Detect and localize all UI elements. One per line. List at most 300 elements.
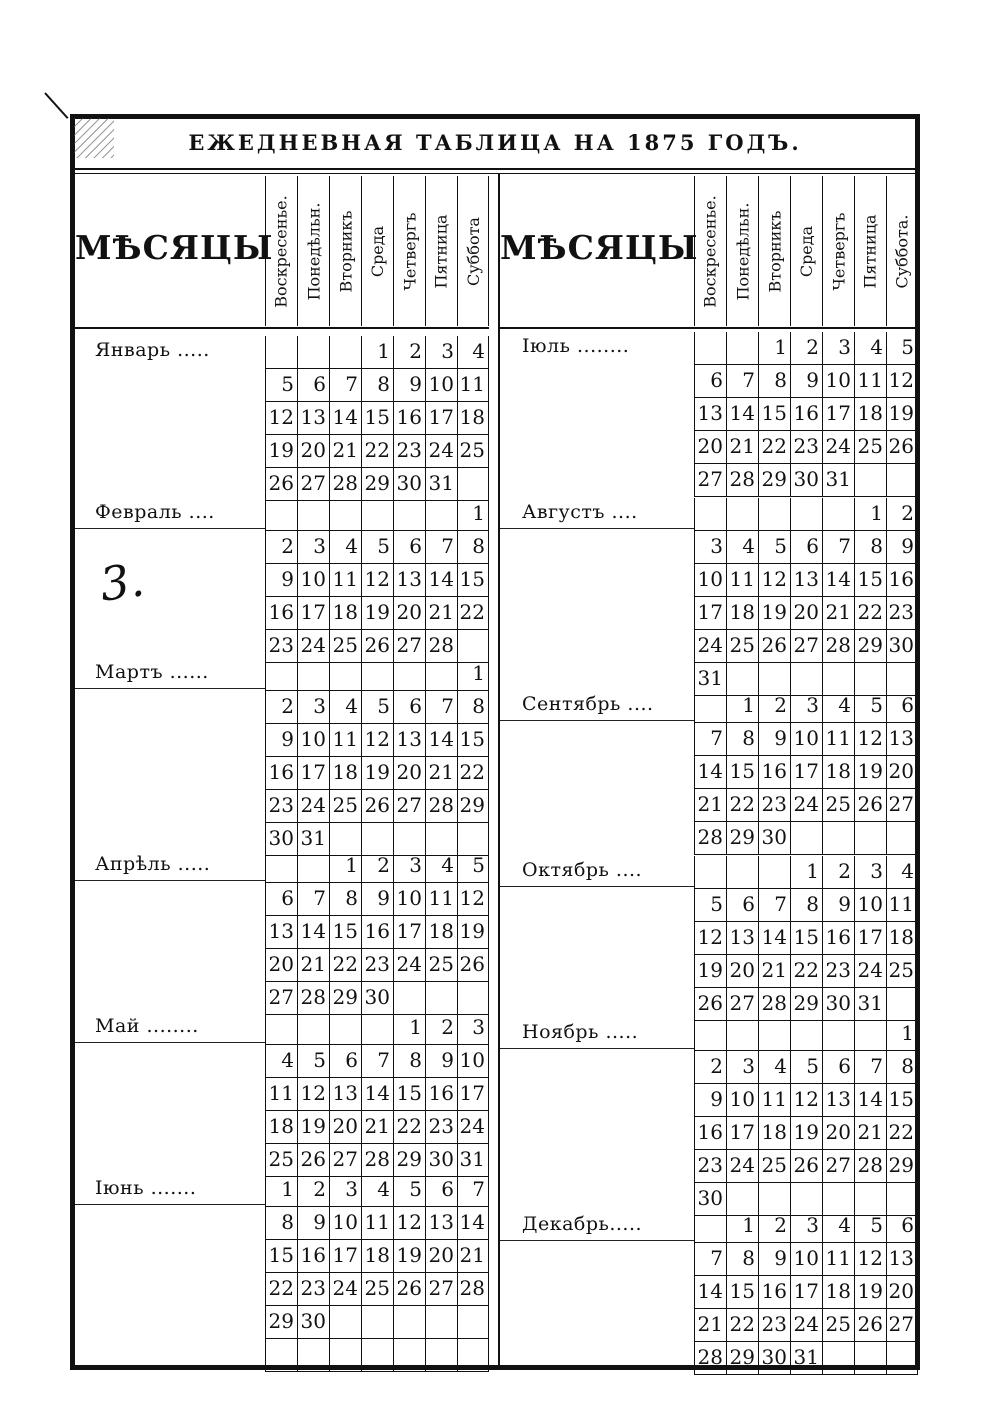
- day-cell: 17: [854, 922, 886, 955]
- day-cell: 11: [329, 724, 361, 757]
- week-row: [265, 949, 489, 982]
- day-cell: 9: [265, 564, 297, 597]
- weekday-label: Воскресенье.: [272, 194, 292, 308]
- day-cell: 16: [265, 757, 297, 790]
- day-cell: 13: [886, 723, 918, 756]
- day-cell: 28: [822, 630, 854, 663]
- day-cell: 4: [822, 690, 854, 723]
- day-cell: 13: [425, 1207, 457, 1240]
- day-cell: 15: [329, 916, 361, 949]
- day-cell: [790, 822, 822, 855]
- day-cell: 12: [457, 883, 489, 916]
- day-cell: 16: [393, 402, 425, 435]
- week-row: [694, 1018, 918, 1051]
- day-cell: 18: [425, 916, 457, 949]
- day-cell: 19: [886, 398, 918, 431]
- day-cell: 27: [297, 468, 329, 501]
- day-cell: 3: [457, 1012, 489, 1045]
- day-cell: 29: [457, 790, 489, 823]
- week-row: [694, 690, 918, 723]
- month-name: Августъ ....: [522, 501, 638, 523]
- day-cell: 7: [694, 723, 726, 756]
- week-row: [694, 756, 918, 789]
- day-cell: 14: [726, 398, 758, 431]
- day-cell: 23: [361, 949, 393, 982]
- day-cell: 29: [886, 1150, 918, 1183]
- day-cell: 11: [361, 1207, 393, 1240]
- day-cell: 21: [425, 757, 457, 790]
- day-cell: 2: [758, 1210, 790, 1243]
- day-cell: 8: [361, 369, 393, 402]
- day-cell: 14: [758, 922, 790, 955]
- day-cell: 19: [694, 955, 726, 988]
- day-cell: 12: [265, 402, 297, 435]
- day-cell: 3: [854, 856, 886, 889]
- day-cell: 24: [790, 789, 822, 822]
- day-cell: 29: [726, 822, 758, 855]
- day-cell: 27: [329, 1144, 361, 1177]
- day-cell: 31: [297, 823, 329, 856]
- day-cell: [297, 1339, 329, 1372]
- day-cell: 24: [297, 790, 329, 823]
- day-cell: 6: [297, 369, 329, 402]
- week-row: [265, 1240, 489, 1273]
- day-cell: 19: [393, 1240, 425, 1273]
- day-cell: 20: [694, 431, 726, 464]
- day-cell: 25: [329, 630, 361, 663]
- day-cell: 4: [854, 332, 886, 365]
- day-cell: 20: [886, 1276, 918, 1309]
- day-cell: 25: [886, 955, 918, 988]
- day-cell: 20: [265, 949, 297, 982]
- day-cell: 1: [726, 1210, 758, 1243]
- week-row: [265, 468, 489, 501]
- day-cell: 18: [758, 1117, 790, 1150]
- day-cell: 23: [265, 630, 297, 663]
- day-cell: [425, 658, 457, 691]
- day-cell: 11: [886, 889, 918, 922]
- day-cell: 15: [393, 1078, 425, 1111]
- day-cell: [457, 468, 489, 501]
- day-cell: 23: [297, 1273, 329, 1306]
- day-cell: 15: [265, 1240, 297, 1273]
- day-cell: 30: [758, 1342, 790, 1375]
- week-row: [694, 531, 918, 564]
- day-cell: 24: [297, 630, 329, 663]
- day-cell: 13: [822, 1084, 854, 1117]
- day-cell: 8: [457, 691, 489, 724]
- day-cell: 24: [854, 955, 886, 988]
- day-cell: 2: [886, 498, 918, 531]
- weekday-label: Вторникъ: [765, 210, 784, 292]
- week-row: [265, 597, 489, 630]
- left-weekday-header: [393, 176, 425, 326]
- day-cell: 12: [854, 1243, 886, 1276]
- day-cell: [822, 498, 854, 531]
- month-separator: [500, 1048, 694, 1049]
- day-cell: [265, 1339, 297, 1372]
- day-cell: 1: [726, 690, 758, 723]
- month-name: Іюль ........: [522, 335, 630, 357]
- day-cell: 23: [758, 789, 790, 822]
- day-cell: 26: [297, 1144, 329, 1177]
- right-weekday-header: [822, 176, 854, 326]
- day-cell: 11: [265, 1078, 297, 1111]
- day-cell: 12: [758, 564, 790, 597]
- day-cell: 29: [361, 468, 393, 501]
- day-cell: 7: [694, 1243, 726, 1276]
- day-cell: 5: [361, 691, 393, 724]
- day-cell: 21: [854, 1117, 886, 1150]
- day-cell: 7: [726, 365, 758, 398]
- day-cell: 18: [457, 402, 489, 435]
- week-row: [694, 955, 918, 988]
- day-cell: 2: [790, 332, 822, 365]
- week-row: [265, 498, 489, 531]
- week-row: [694, 597, 918, 630]
- day-cell: 10: [694, 564, 726, 597]
- day-cell: 3: [694, 531, 726, 564]
- column-divider: [498, 174, 500, 1365]
- day-cell: 6: [822, 1051, 854, 1084]
- day-cell: 10: [297, 564, 329, 597]
- day-cell: 9: [790, 365, 822, 398]
- day-cell: 26: [886, 431, 918, 464]
- day-cell: 5: [393, 1174, 425, 1207]
- day-cell: 18: [854, 398, 886, 431]
- day-cell: 16: [297, 1240, 329, 1273]
- day-cell: 10: [790, 723, 822, 756]
- right-weekday-header: [790, 176, 822, 326]
- day-cell: 20: [886, 756, 918, 789]
- week-row: [694, 1243, 918, 1276]
- day-cell: 18: [329, 757, 361, 790]
- day-cell: 17: [790, 1276, 822, 1309]
- month-separator: [500, 886, 694, 887]
- week-row: [265, 658, 489, 691]
- day-cell: 5: [361, 531, 393, 564]
- left-months-header: МѢСЯЦЫ: [75, 228, 274, 267]
- day-cell: 22: [790, 955, 822, 988]
- week-row: [265, 1078, 489, 1111]
- day-cell: [297, 1012, 329, 1045]
- week-row: [265, 691, 489, 724]
- day-cell: 7: [854, 1051, 886, 1084]
- day-cell: 6: [726, 889, 758, 922]
- day-cell: 2: [393, 336, 425, 369]
- day-cell: 4: [726, 531, 758, 564]
- day-cell: 11: [329, 564, 361, 597]
- day-cell: [726, 1018, 758, 1051]
- day-cell: 1: [361, 336, 393, 369]
- day-cell: 6: [886, 1210, 918, 1243]
- right-weekday-header: [854, 176, 886, 326]
- day-cell: 11: [758, 1084, 790, 1117]
- day-cell: [393, 498, 425, 531]
- day-cell: [393, 658, 425, 691]
- day-cell: 20: [297, 435, 329, 468]
- day-cell: 20: [329, 1111, 361, 1144]
- day-cell: 29: [329, 982, 361, 1015]
- day-cell: 19: [265, 435, 297, 468]
- day-cell: [329, 498, 361, 531]
- day-cell: 15: [726, 756, 758, 789]
- day-cell: 24: [329, 1273, 361, 1306]
- day-cell: 15: [726, 1276, 758, 1309]
- day-cell: 17: [790, 756, 822, 789]
- day-cell: 31: [457, 1144, 489, 1177]
- day-cell: 21: [726, 431, 758, 464]
- day-cell: [297, 850, 329, 883]
- day-cell: [790, 1018, 822, 1051]
- day-cell: 30: [425, 1144, 457, 1177]
- day-cell: 8: [854, 531, 886, 564]
- day-cell: 11: [726, 564, 758, 597]
- week-row: [265, 564, 489, 597]
- day-cell: 30: [297, 1306, 329, 1339]
- day-cell: 25: [726, 630, 758, 663]
- day-cell: 10: [726, 1084, 758, 1117]
- day-cell: [694, 498, 726, 531]
- week-row: [694, 1309, 918, 1342]
- day-cell: 3: [726, 1051, 758, 1084]
- day-cell: 25: [361, 1273, 393, 1306]
- day-cell: 27: [694, 464, 726, 497]
- day-cell: 24: [694, 630, 726, 663]
- month-name: Май ........: [95, 1015, 199, 1037]
- left-weekday-header: [265, 176, 297, 326]
- day-cell: [758, 1018, 790, 1051]
- week-row: [265, 1144, 489, 1177]
- day-cell: 24: [726, 1150, 758, 1183]
- day-cell: 2: [425, 1012, 457, 1045]
- day-cell: 26: [854, 789, 886, 822]
- day-cell: 28: [425, 790, 457, 823]
- day-cell: 16: [886, 564, 918, 597]
- day-cell: 27: [393, 790, 425, 823]
- day-cell: [297, 498, 329, 531]
- week-row: [694, 1276, 918, 1309]
- day-cell: 27: [790, 630, 822, 663]
- month-name: Декабрь.....: [522, 1213, 643, 1235]
- day-cell: 9: [758, 1243, 790, 1276]
- day-cell: 1: [854, 498, 886, 531]
- weekday-label: Пятница: [861, 213, 880, 289]
- day-cell: 27: [822, 1150, 854, 1183]
- day-cell: 15: [457, 724, 489, 757]
- day-cell: 3: [297, 691, 329, 724]
- day-cell: 17: [297, 597, 329, 630]
- day-cell: 8: [758, 365, 790, 398]
- day-cell: 4: [329, 691, 361, 724]
- week-row: [265, 1207, 489, 1240]
- month-separator: [75, 528, 265, 529]
- month-name: Февраль ....: [95, 501, 215, 523]
- day-cell: 30: [886, 630, 918, 663]
- day-cell: 8: [265, 1207, 297, 1240]
- day-cell: [265, 498, 297, 531]
- day-cell: 19: [790, 1117, 822, 1150]
- day-cell: 30: [265, 823, 297, 856]
- day-cell: 13: [329, 1078, 361, 1111]
- month-name: Іюнь .......: [95, 1177, 197, 1199]
- day-cell: 9: [393, 369, 425, 402]
- day-cell: 13: [790, 564, 822, 597]
- day-cell: 17: [393, 916, 425, 949]
- weekday-label: Понедѣльн.: [304, 202, 323, 300]
- week-row: [694, 789, 918, 822]
- day-cell: 2: [694, 1051, 726, 1084]
- day-cell: 26: [393, 1273, 425, 1306]
- day-cell: 27: [265, 982, 297, 1015]
- day-cell: [297, 658, 329, 691]
- week-row: [265, 531, 489, 564]
- week-row: [265, 1174, 489, 1207]
- day-cell: 9: [886, 531, 918, 564]
- day-cell: 28: [758, 988, 790, 1021]
- weekday-label: Вторникъ: [336, 210, 355, 292]
- day-cell: 7: [361, 1045, 393, 1078]
- day-cell: 26: [758, 630, 790, 663]
- day-cell: [425, 1306, 457, 1339]
- left-weekday-header: [297, 176, 329, 326]
- weekday-label: Понедѣльн.: [733, 202, 752, 300]
- day-cell: 8: [457, 531, 489, 564]
- corner-mark: [44, 92, 68, 119]
- day-cell: 13: [886, 1243, 918, 1276]
- day-cell: 15: [790, 922, 822, 955]
- day-cell: 31: [425, 468, 457, 501]
- day-cell: 23: [822, 955, 854, 988]
- day-cell: 11: [425, 883, 457, 916]
- day-cell: 22: [886, 1117, 918, 1150]
- day-cell: 28: [694, 822, 726, 855]
- day-cell: 4: [758, 1051, 790, 1084]
- weekday-label: Четвергъ: [829, 212, 848, 290]
- day-cell: [726, 856, 758, 889]
- month-separator: [500, 720, 694, 721]
- day-cell: [297, 336, 329, 369]
- day-cell: 30: [361, 982, 393, 1015]
- day-cell: 25: [265, 1144, 297, 1177]
- week-row: [694, 398, 918, 431]
- day-cell: 14: [425, 724, 457, 757]
- day-cell: 22: [457, 597, 489, 630]
- day-cell: 25: [329, 790, 361, 823]
- day-cell: [329, 1012, 361, 1045]
- day-cell: 17: [694, 597, 726, 630]
- day-cell: 19: [361, 757, 393, 790]
- day-cell: 10: [822, 365, 854, 398]
- day-cell: 17: [425, 402, 457, 435]
- day-cell: 1: [265, 1174, 297, 1207]
- day-cell: 9: [425, 1045, 457, 1078]
- month-name: Мартъ ......: [95, 661, 209, 683]
- day-cell: 16: [361, 916, 393, 949]
- title-rule-thin: [75, 173, 915, 174]
- day-cell: 11: [457, 369, 489, 402]
- day-cell: 9: [694, 1084, 726, 1117]
- day-cell: 8: [393, 1045, 425, 1078]
- day-cell: 12: [854, 723, 886, 756]
- day-cell: 26: [361, 630, 393, 663]
- day-cell: 2: [265, 531, 297, 564]
- day-cell: [854, 1018, 886, 1051]
- day-cell: 9: [758, 723, 790, 756]
- day-cell: [457, 1306, 489, 1339]
- day-cell: 22: [758, 431, 790, 464]
- day-cell: 22: [726, 789, 758, 822]
- left-weekday-header: [361, 176, 393, 326]
- day-cell: [361, 658, 393, 691]
- week-row: [694, 1084, 918, 1117]
- week-row: [265, 1273, 489, 1306]
- week-row: [694, 1342, 918, 1375]
- right-months-header: МѢСЯЦЫ: [500, 228, 699, 267]
- day-cell: 17: [329, 1240, 361, 1273]
- day-cell: 22: [854, 597, 886, 630]
- day-cell: 26: [361, 790, 393, 823]
- right-weekday-header: [694, 176, 726, 326]
- day-cell: 6: [886, 690, 918, 723]
- day-cell: 1: [457, 658, 489, 691]
- day-cell: 2: [361, 850, 393, 883]
- day-cell: 4: [457, 336, 489, 369]
- day-cell: 11: [822, 723, 854, 756]
- day-cell: 5: [886, 332, 918, 365]
- day-cell: [758, 856, 790, 889]
- weekday-label: Пятница: [432, 213, 451, 289]
- day-cell: 22: [265, 1273, 297, 1306]
- week-row: [265, 1111, 489, 1144]
- day-cell: 11: [854, 365, 886, 398]
- day-cell: 20: [393, 757, 425, 790]
- day-cell: 8: [726, 1243, 758, 1276]
- week-row: [694, 365, 918, 398]
- day-cell: 24: [393, 949, 425, 982]
- day-cell: 31: [790, 1342, 822, 1375]
- day-cell: 16: [758, 1276, 790, 1309]
- day-cell: 25: [457, 435, 489, 468]
- day-cell: 1: [758, 332, 790, 365]
- day-cell: 9: [265, 724, 297, 757]
- weekday-label: Четвергъ: [400, 212, 419, 290]
- day-cell: 17: [726, 1117, 758, 1150]
- day-cell: 8: [726, 723, 758, 756]
- day-cell: 14: [329, 402, 361, 435]
- day-cell: 5: [854, 1210, 886, 1243]
- week-row: [265, 369, 489, 402]
- day-cell: [393, 1306, 425, 1339]
- week-row: [265, 916, 489, 949]
- day-cell: 27: [886, 1309, 918, 1342]
- day-cell: 2: [758, 690, 790, 723]
- day-cell: [265, 658, 297, 691]
- day-cell: 19: [457, 916, 489, 949]
- handwritten-note: 3.: [96, 552, 148, 612]
- week-row: [694, 889, 918, 922]
- week-row: [694, 498, 918, 531]
- month-separator: [500, 528, 694, 529]
- day-cell: 5: [790, 1051, 822, 1084]
- day-cell: 6: [393, 691, 425, 724]
- day-cell: 31: [822, 464, 854, 497]
- day-cell: 19: [854, 756, 886, 789]
- day-cell: 18: [822, 756, 854, 789]
- weekday-label: Среда: [797, 225, 816, 277]
- day-cell: [361, 1339, 393, 1372]
- week-row: [694, 922, 918, 955]
